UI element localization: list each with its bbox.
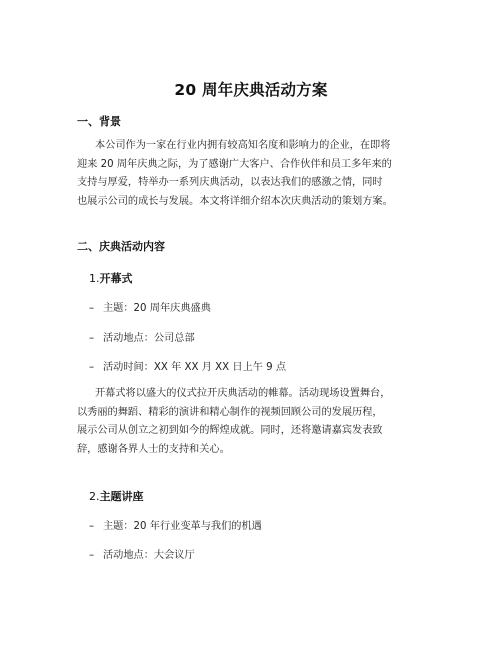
bullet-text: 主题：20 周年庆典盛典 [103,303,211,314]
bullet-marker: – [89,303,95,314]
subsection-heading-opening [89,270,133,286]
bullet-text: 活动地点：公司总部 [103,333,195,344]
subsection-number: 2. [89,490,100,503]
paragraph-line: 也展示公司的成长与发展。本文将详细介绍本次庆典活动的策划方案。 [77,195,393,207]
section-heading-content: 二、庆典活动内容 [77,240,165,253]
subsection-number: 1. [89,272,100,285]
opening-paragraph [77,385,437,459]
bullet-item [89,517,262,532]
paragraph-line: 展示公司从创立之初到如今的辉煌成就。同时，还将邀请嘉宾发表致 [77,425,383,436]
subsection-heading-lecture [89,488,144,504]
bullet-text: 主题：20 年行业变革与我们的机遇 [103,521,262,532]
subsection-title: 主题讲座 [99,490,144,503]
paragraph-line: 支持与厚爱，特举办一系列庆典活动，以表达我们的感激之情，同时 [77,177,383,188]
paragraph-line: 迎来 20 周年庆典之际，为了感谢广大客户、合作伙伴和员工多年来的 [77,158,392,170]
subsection-title: 开幕式 [99,272,133,285]
bullet-item [89,299,211,314]
bullet-item [89,358,286,373]
bullet-marker: – [89,521,95,532]
paragraph-line: 以秀丽的舞蹈、精彩的演讲和精心制作的视频回顾公司的发展历程， [77,406,383,418]
section-heading-background: 一、背景 [77,115,121,128]
paragraph-line: 本公司作为一家在行业内拥有较高知名度和影响力的企业，在即将 [95,140,391,151]
paragraph-line: 辞，感谢各界人士的支持和关心。 [77,443,230,455]
bullet-text: 活动地点：大会议厅 [103,550,195,561]
bullet-text: 活动时间：XX 年 XX 月 XX 日上午 9 点 [103,362,287,373]
bullet-item [89,329,195,344]
bullet-marker: – [89,550,95,561]
paragraph-line: 开幕式将以盛大的仪式拉开庆典活动的帷幕。活动现场设置舞台， [95,388,391,399]
bullet-marker: – [89,362,95,373]
background-paragraph [77,137,437,211]
document-title: 20 周年庆典活动方案 [174,81,328,99]
bullet-item [89,546,195,561]
bullet-marker: – [89,333,95,344]
